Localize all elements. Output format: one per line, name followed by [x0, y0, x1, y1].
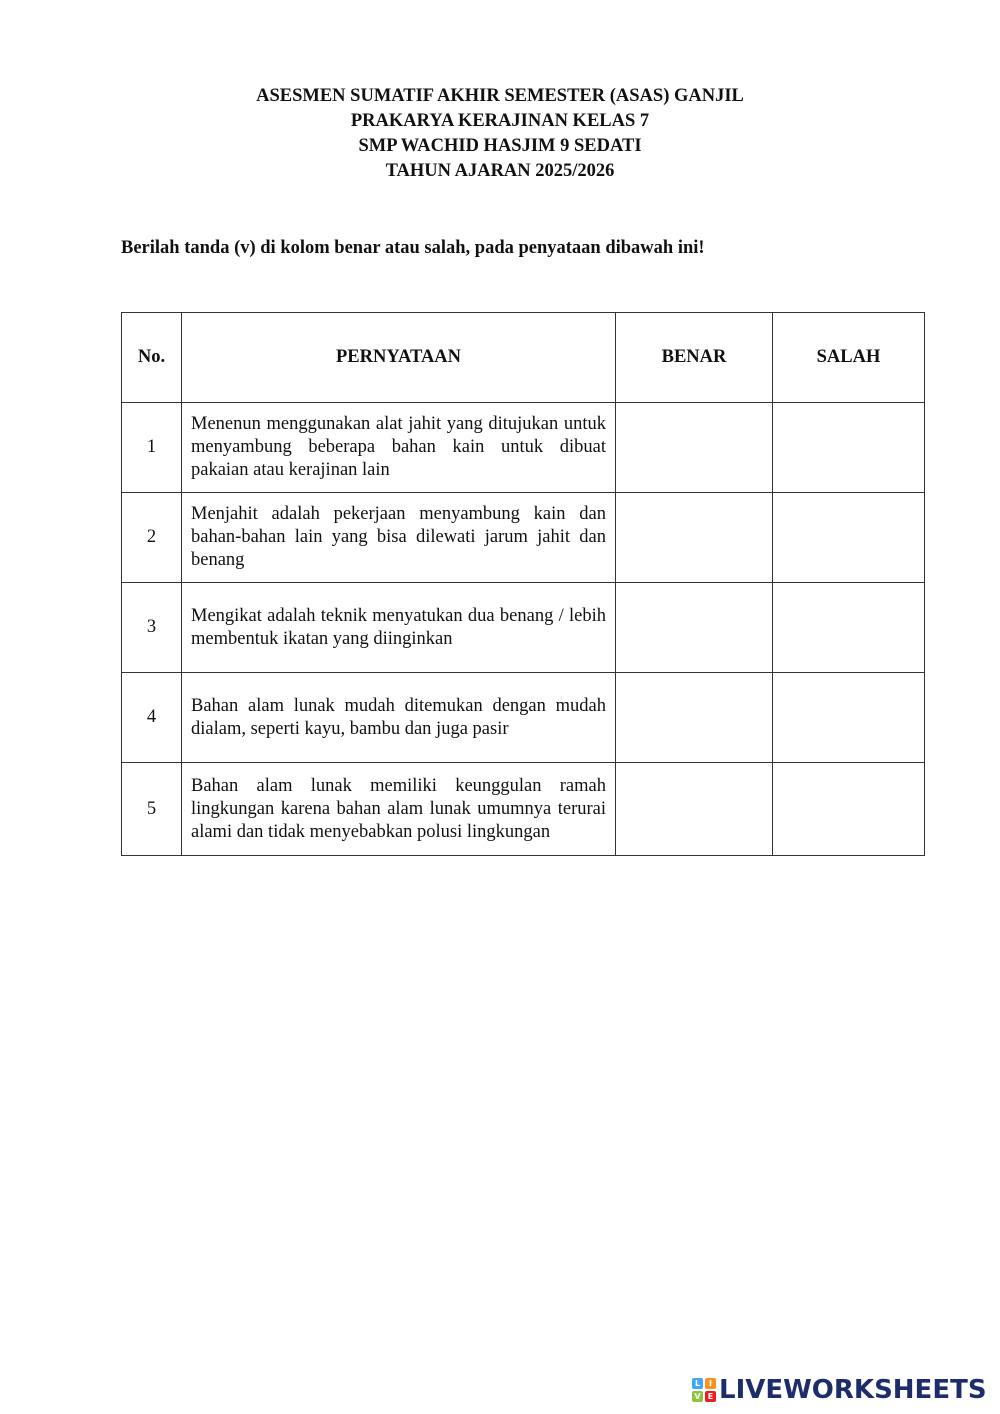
table-header-row — [122, 313, 925, 403]
statement-text: Menjahit adalah pekerjaan menyambung kain dan bahan-bahan lain yang bisa dilewati jarum jahit dan benang — [182, 493, 616, 583]
true-answer-cell[interactable] — [616, 583, 773, 673]
table-row — [122, 673, 925, 763]
false-answer-cell[interactable] — [773, 673, 925, 763]
false-answer-cell[interactable] — [773, 403, 925, 493]
column-header-statement: PERNYATAAN — [182, 313, 616, 403]
logo-tile-l: L — [692, 1378, 703, 1389]
column-header-no: No. — [122, 313, 182, 403]
statement-text: Menenun menggunakan alat jahit yang ditujukan untuk menyambung beberapa bahan kain untuk dibuat pakaian atau kerajinan lain — [182, 403, 616, 493]
true-answer-cell[interactable] — [616, 673, 773, 763]
header-title: ASESMEN SUMATIF AKHIR SEMESTER (ASAS) GANJIL — [256, 86, 744, 106]
liveworksheets-logo — [692, 1376, 987, 1404]
instruction-text: Berilah tanda (v) di kolom benar atau salah, pada penyataan dibawah ini! — [121, 238, 705, 258]
column-header-true: BENAR — [616, 313, 773, 403]
header-school-year: TAHUN AJARAN 2025/2026 — [385, 161, 615, 181]
logo-tile-i: I — [705, 1378, 716, 1389]
statement-text: Mengikat adalah teknik menyatukan dua benang / lebih membentuk ikatan yang diinginkan — [182, 583, 616, 673]
column-header-false: SALAH — [773, 313, 925, 403]
row-number: 3 — [122, 583, 182, 673]
table-row — [122, 583, 925, 673]
liveworksheets-logo-icon — [692, 1378, 716, 1402]
statement-text: Bahan alam lunak mudah ditemukan dengan mudah dialam, seperti kayu, bambu dan juga pasir — [182, 673, 616, 763]
table-row — [122, 763, 925, 856]
row-number: 1 — [122, 403, 182, 493]
true-answer-cell[interactable] — [616, 493, 773, 583]
false-answer-cell[interactable] — [773, 583, 925, 673]
true-answer-cell[interactable] — [616, 403, 773, 493]
true-answer-cell[interactable] — [616, 763, 773, 856]
document-header — [0, 84, 1000, 184]
table-row — [122, 403, 925, 493]
logo-text: LIVEWORKSHEETS — [719, 1375, 987, 1405]
logo-tile-v: V — [692, 1391, 703, 1402]
row-number: 2 — [122, 493, 182, 583]
table-row — [122, 493, 925, 583]
row-number: 4 — [122, 673, 182, 763]
false-answer-cell[interactable] — [773, 763, 925, 856]
false-answer-cell[interactable] — [773, 493, 925, 583]
header-subject: PRAKARYA KERAJINAN KELAS 7 — [350, 111, 650, 131]
true-false-table — [121, 312, 925, 856]
logo-tile-e: E — [705, 1391, 716, 1402]
header-school: SMP WACHID HASJIM 9 SEDATI — [358, 136, 642, 156]
row-number: 5 — [122, 763, 182, 856]
statement-text: Bahan alam lunak memiliki keunggulan ramah lingkungan karena bahan alam lunak umumnya terurai alami dan tidak menyebabkan polusi lingkungan — [182, 763, 616, 856]
